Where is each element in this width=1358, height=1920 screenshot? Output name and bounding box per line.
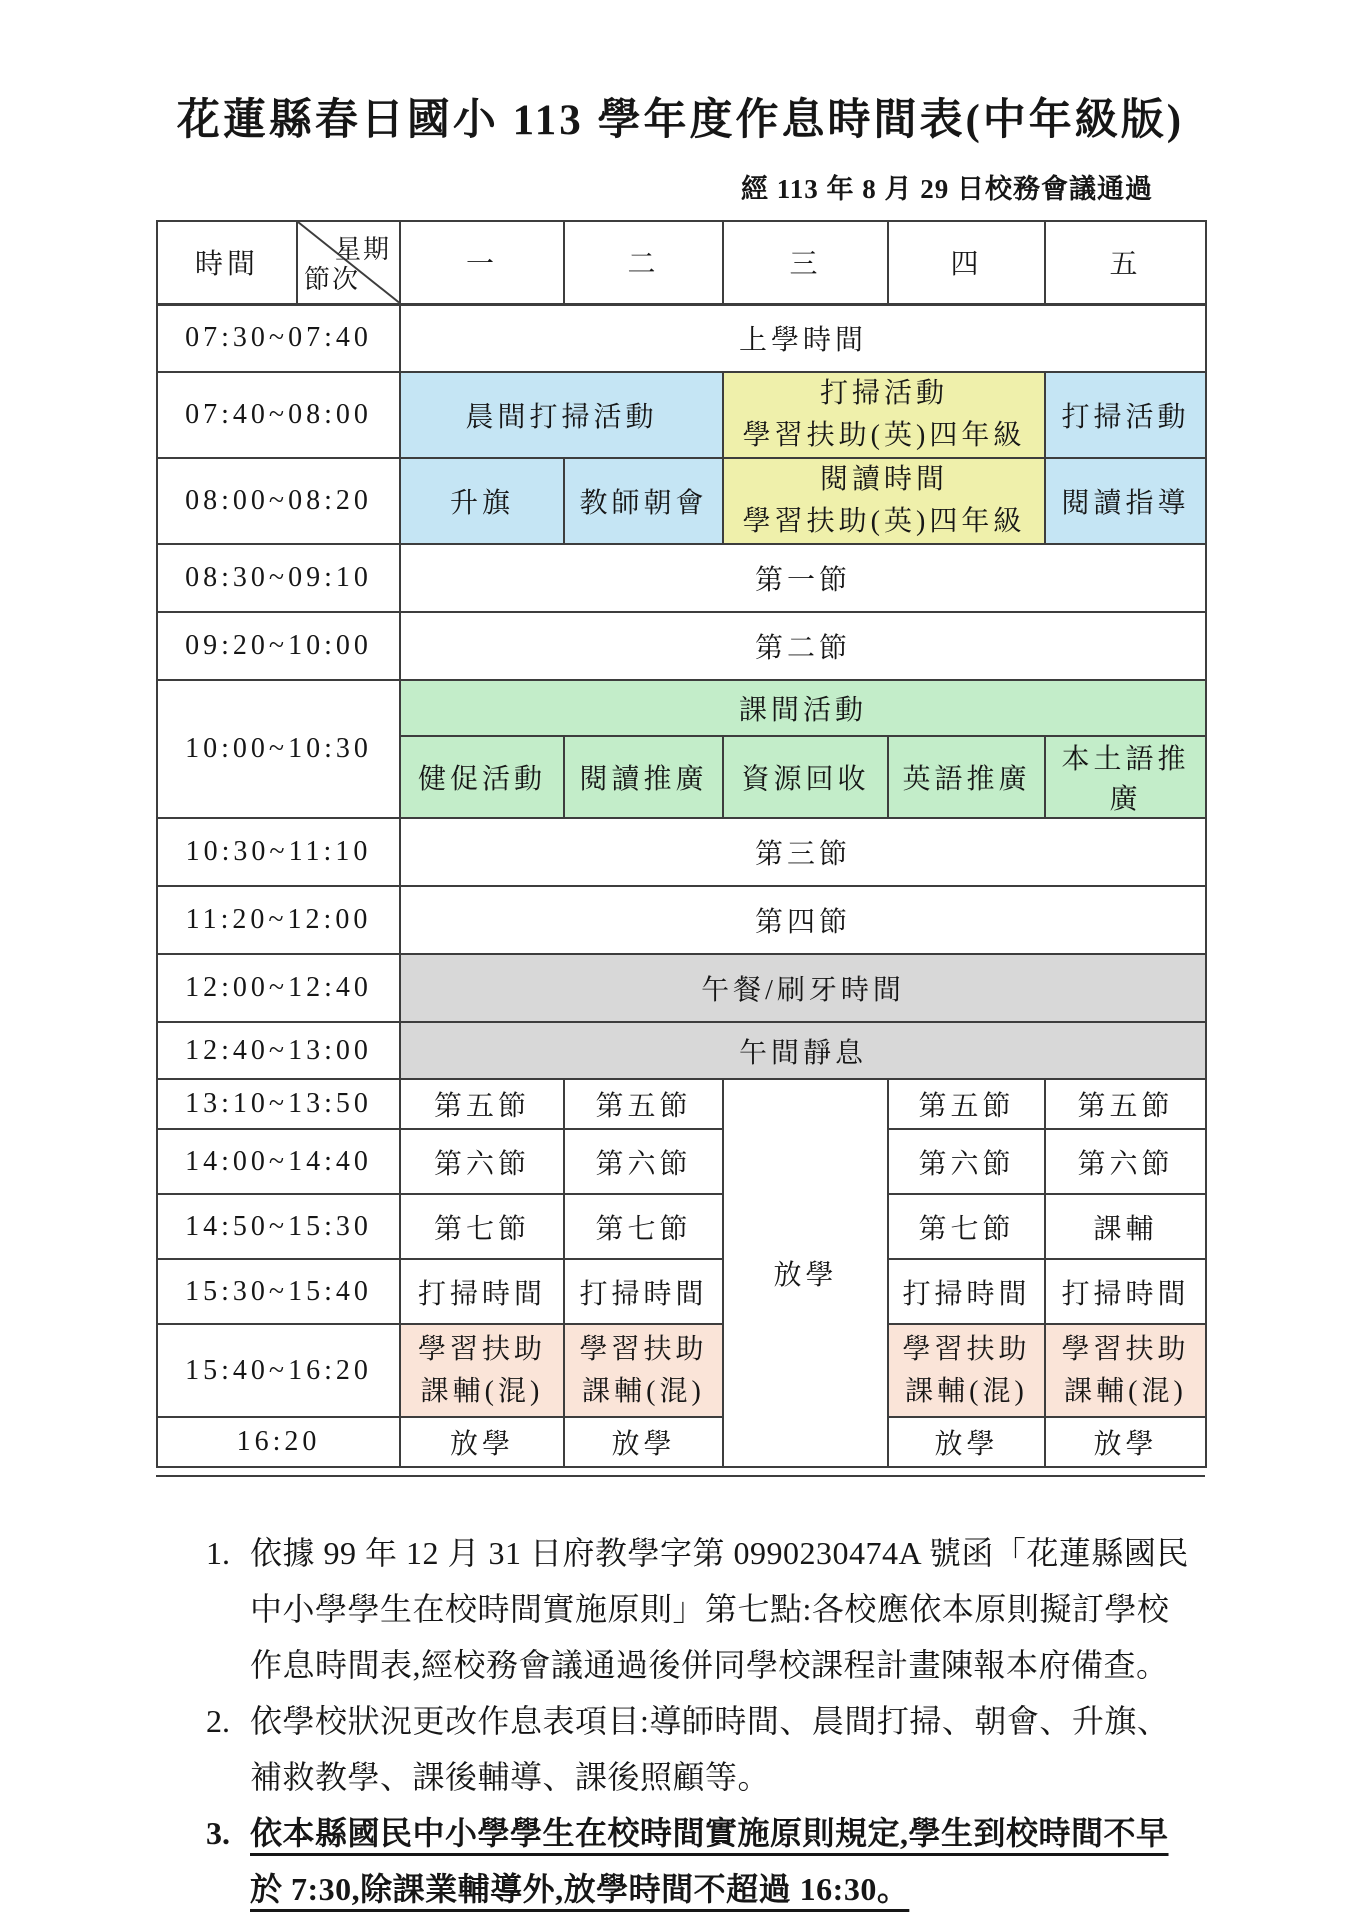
header-period-label: 節次 [304,264,361,294]
note-item-2 [206,1693,1206,1805]
header-diagonal-cell [297,221,400,304]
note-text: 依學校狀況更改作息表項目:導師時間、晨間打掃、朝會、升旗、補救教學、課後輔導、課後照顧等。 [250,1703,1170,1795]
cell-1540-thu-line2: 課輔(混) [905,1375,1028,1407]
note-number: 1. [206,1535,230,1571]
time-1200: 12:00~12:40 [157,954,400,1022]
cell-0800-fri: 閱讀指導 [1045,458,1206,544]
time-1400: 14:00~14:40 [157,1129,400,1194]
row-1120 [157,886,1206,954]
cell-1000-mon: 健促活動 [400,736,564,818]
time-1000: 10:00~10:30 [157,680,400,818]
header-week-label: 星期 [334,235,391,264]
cell-1540-tue-line2: 課輔(混) [582,1375,705,1407]
cell-0920-all: 第二節 [400,612,1206,680]
cell-1540-thu-line1: 學習扶助 [902,1333,1031,1365]
cell-1000-thu: 英語推廣 [888,736,1045,818]
cell-1540-mon-line1: 學習扶助 [417,1333,546,1365]
page-title: 花蓮縣春日國小 113 學年度作息時間表(中年級版) [176,97,1185,144]
cell-1620-fri: 放學 [1045,1417,1206,1467]
header-day-fri: 五 [1045,221,1206,304]
cell-1000-all: 課間活動 [400,680,1206,736]
row-0740 [157,372,1206,458]
header-time-label: 時間 [157,221,297,304]
cell-1450-fri: 課輔 [1045,1194,1206,1259]
cell-0740-wed-thu [723,372,1045,458]
time-0800: 08:00~08:20 [157,458,400,544]
time-1530: 15:30~15:40 [157,1259,400,1324]
cell-1310-tue: 第五節 [564,1079,723,1129]
time-1450: 14:50~15:30 [157,1194,400,1259]
note-item-1 [206,1525,1206,1693]
time-0730: 07:30~07:40 [157,304,400,372]
row-1400 [157,1129,1206,1194]
cell-1540-fri-line2: 課輔(混) [1064,1375,1187,1407]
cell-1400-fri: 第六節 [1045,1129,1206,1194]
cell-1620-thu: 放學 [888,1417,1045,1467]
note-number: 2. [206,1703,230,1739]
cell-0740-mon-tue: 晨間打掃活動 [400,372,723,458]
cell-1000-tue: 閱讀推廣 [564,736,723,818]
cell-0740-wed-thu-line2: 學習扶助(英)四年級 [742,420,1026,451]
note-text: 依據 99 年 12 月 31 日府教學字第 0990230474A 號函「花蓮縣國民中小學學生在校時間實施原則」第七點:各校應依本原則擬訂學校作息時間表,經校務會議通過後併同學校課程計畫陳報本府備查。 [250,1535,1189,1683]
cell-1310-fri: 第五節 [1045,1079,1206,1129]
table-bottom-rule [156,1475,1205,1477]
cell-1540-fri [1045,1324,1206,1417]
header-row [157,221,1206,304]
cell-1530-fri: 打掃時間 [1045,1259,1206,1324]
timetable [156,220,1207,1468]
cell-1030-all: 第三節 [400,818,1206,886]
cell-1450-tue: 第七節 [564,1194,723,1259]
cell-1000-wed: 資源回收 [723,736,888,818]
time-0830: 08:30~09:10 [157,544,400,612]
cell-1000-fri: 本土語推廣 [1045,736,1206,818]
cell-1200-all: 午餐/刷牙時間 [400,954,1206,1022]
cell-0800-mon: 升旗 [400,458,564,544]
cell-1240-all: 午間靜息 [400,1022,1206,1079]
time-0740: 07:40~08:00 [157,372,400,458]
cell-0800-wed-thu [723,458,1045,544]
row-1450 [157,1194,1206,1259]
cell-1400-tue: 第六節 [564,1129,723,1194]
cell-dismissal-wed: 放學 [723,1079,888,1467]
time-1310: 13:10~13:50 [157,1079,400,1129]
note-number: 3. [206,1815,230,1851]
row-1200 [157,954,1206,1022]
document-content [156,86,1205,1917]
time-1620: 16:20 [157,1417,400,1467]
cell-0800-wed-thu-line1: 閱讀時間 [819,464,948,495]
row-0920 [157,612,1206,680]
row-1310 [157,1079,1206,1129]
row-1620 [157,1417,1206,1467]
row-1240 [157,1022,1206,1079]
time-1120: 11:20~12:00 [157,886,400,954]
cell-1120-all: 第四節 [400,886,1206,954]
cell-1310-mon: 第五節 [400,1079,564,1129]
notes-list [206,1525,1206,1917]
cell-1310-thu: 第五節 [888,1079,1045,1129]
cell-1450-thu: 第七節 [888,1194,1045,1259]
time-1540: 15:40~16:20 [157,1324,400,1417]
time-1240: 12:40~13:00 [157,1022,400,1079]
header-day-mon: 一 [400,221,564,304]
row-1540 [157,1324,1206,1417]
cell-1620-mon: 放學 [400,1417,564,1467]
time-0920: 09:20~10:00 [157,612,400,680]
row-0730 [157,304,1206,372]
cell-1400-thu: 第六節 [888,1129,1045,1194]
cell-1540-mon [400,1324,564,1417]
cell-0730-all: 上學時間 [400,304,1206,372]
cell-1530-mon: 打掃時間 [400,1259,564,1324]
cell-1450-mon: 第七節 [400,1194,564,1259]
cell-1540-tue [564,1324,723,1417]
cell-1530-thu: 打掃時間 [888,1259,1045,1324]
row-1000-main [157,680,1206,736]
cell-0800-wed-thu-line2: 學習扶助(英)四年級 [742,506,1026,537]
note-text: 依本縣國民中小學學生在校時間實施原則規定,學生到校時間不早於 7:30,除課業輔導外,放學時間不超過 16:30。 [250,1815,1169,1907]
cell-0800-tue: 教師朝會 [564,458,723,544]
cell-1530-tue: 打掃時間 [564,1259,723,1324]
cell-0740-fri: 打掃活動 [1045,372,1206,458]
cell-0740-wed-thu-line1: 打掃活動 [819,378,948,409]
cell-1540-fri-line1: 學習扶助 [1061,1333,1190,1365]
cell-0830-all: 第一節 [400,544,1206,612]
row-0800 [157,458,1206,544]
cell-1400-mon: 第六節 [400,1129,564,1194]
row-1530 [157,1259,1206,1324]
cell-1540-thu [888,1324,1045,1417]
row-1030 [157,818,1206,886]
header-day-thu: 四 [888,221,1045,304]
approval-note: 經 113 年 8 月 29 日校務會議通過 [740,174,1153,204]
row-0830 [157,544,1206,612]
time-1030: 10:30~11:10 [157,818,400,886]
header-day-wed: 三 [723,221,888,304]
cell-1620-tue: 放學 [564,1417,723,1467]
cell-1540-tue-line1: 學習扶助 [579,1333,708,1365]
cell-1540-mon-line2: 課輔(混) [420,1375,544,1407]
header-day-tue: 二 [564,221,723,304]
note-item-3 [206,1805,1206,1917]
